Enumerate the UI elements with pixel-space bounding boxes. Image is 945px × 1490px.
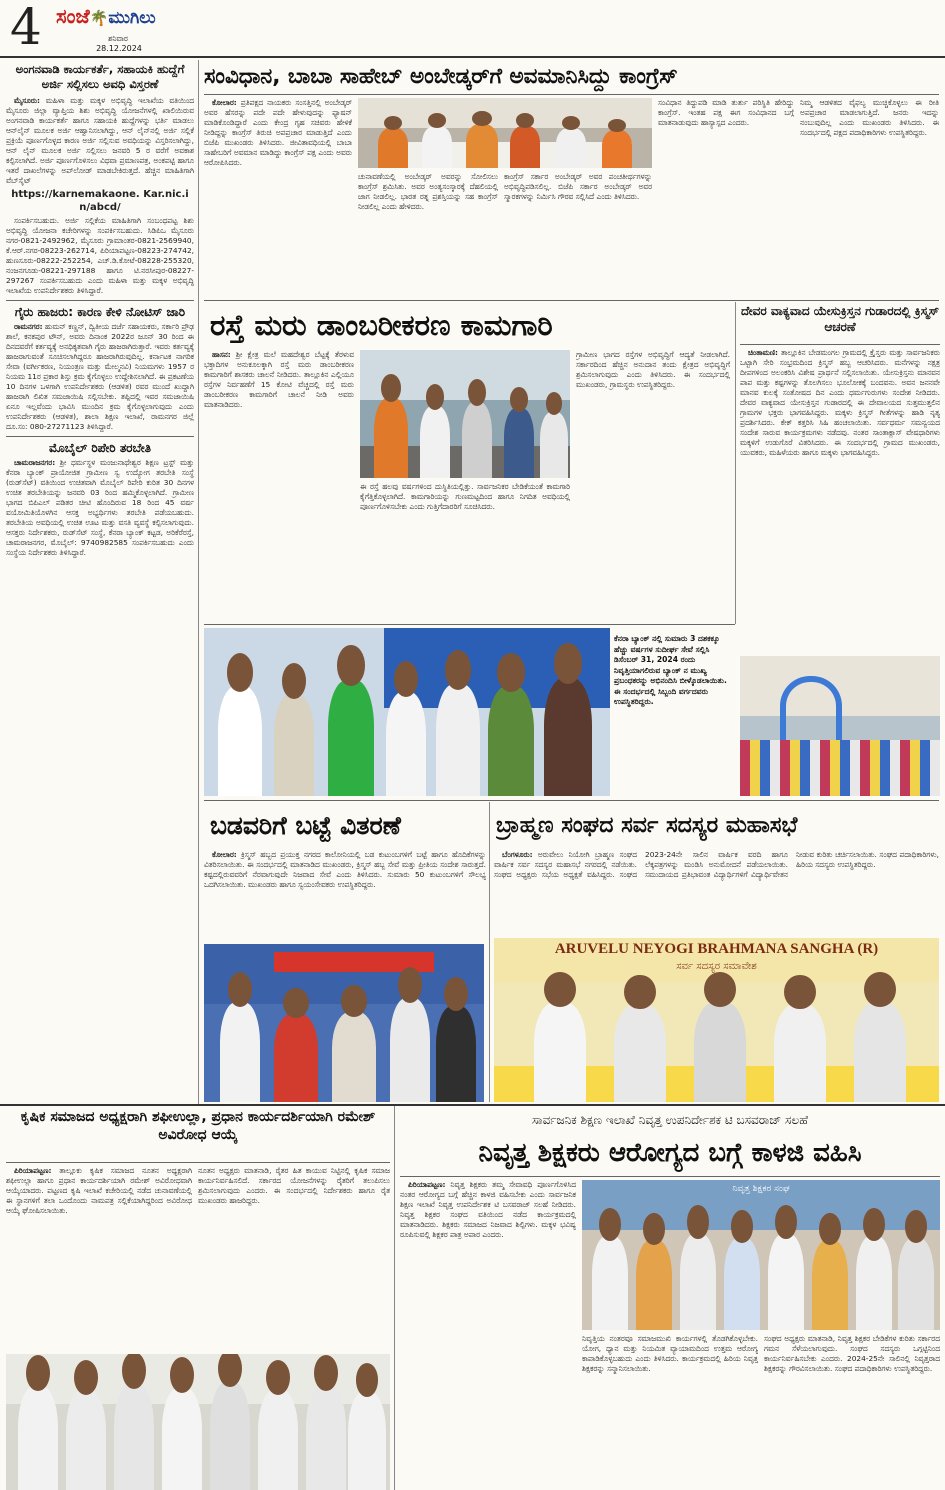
- road-photo: [360, 350, 570, 478]
- person-figure: [898, 1238, 934, 1330]
- teachers-col-3: ಸಂಘದ ಅಧ್ಯಕ್ಷರು ಮಾತನಾಡಿ, ನಿವೃತ್ತ ಶಿಕ್ಷಕರ ಬೇಡಿಕೆಗಳ ಕುರಿತು ಸರ್ಕಾರದ ಗಮನ ಸೆಳೆಯಲಾಗುವುದು. ಸಂಘದ ಸದಸ್ಯರು ಒಗ್ಗಟ್ಟಿನಿಂದ ಕಾರ್ಯನಿರ್ವಹಿಸಬೇಕು ಎಂದರು. 2024-25ನೇ ಸಾಲಿನಲ್ಲಿ ನಿವೃತ್ತರಾದ ಶಿಕ್ಷಕರನ್ನು ಗೌರವಿಸಲಾಯಿತು. ಸಂಘದ ಪದಾಧಿಕಾರಿಗಳು ಉಪಸ್ಥಿತರಿದ್ದರು.: [764, 1334, 940, 1373]
- article-notice-text: ಹುಮನ್ ಕಣ್ಣನ್, ದ್ವಿತೀಯ ದರ್ಜೆ ಸಹಾಯಕರು, ಸರ್ಕಾರಿ ಪ್ರೌಢ ಶಾಲೆ, ಕನಕಪುರ ಟೌನ್, ಅವರು ದಿನಾಂಕ 2022ರ ಜೂನ್ 30 ರಿಂದ ಈ ದಿನದವರೆಗೆ ಕರ್ತವ್ಯಕ್ಕೆ ಅನಧಿಕೃತವಾಗಿ ಗೈರು ಹಾಜರಾಗಿರುತ್ತಾರೆ. ಇವರು ಕರ್ತವ್ಯಕ್ಕೆ ಹಾಜರಾಗುವಂತೆ ಸೂಚಿಸಲಾಗಿದ್ದರೂ ಹಾಜರಾಗಿರುವುದಿಲ್ಲ. ಕರ್ನಾಟಕ ನಾಗರಿಕ ಸೇವಾ (ವರ್ಗೀಕರಣ, ನಿಯಂತ್ರಣ ಮತ್ತು ಮೇಲ್ಮನವಿ) ನಿಯಮಗಳು 1957 ರ ನಿಯಮ 11ರ ಪ್ರಕಾರ ಶಿಸ್ತು ಕ್ರಮ ಕೈಗೊಳ್ಳಲು ಉದ್ದೇಶಿಸಲಾಗಿದೆ. ಈ ಪ್ರಕಟಣೆಯ 10 ದಿನಗಳ ಒಳಗಾಗಿ ಉಪನಿರ್ದೇಶಕರು (ಆಡಳಿತ) ರವರ ಮುಂದೆ ಖುದ್ದಾಗಿ ಹಾಜರಾಗಿ ಲಿಖಿತ ಸಮಜಾಯಿಷಿ ಸಲ್ಲಿಸಬೇಕು. ತಪ್ಪಿದಲ್ಲಿ ಇವರ ಸಮಜಾಯಿಷಿ ಏನೂ ಇಲ್ಲವೆಂದು ಭಾವಿಸಿ ಮುಂದಿನ ಕ್ರಮ ಕೈಗೊಳ್ಳಲಾಗುವುದು ಎಂದು ಉಪನಿರ್ದೇಶಕರು (ಆಡಳಿತ), ಶಾಲಾ ಶಿಕ್ಷಣ ಇಲಾಖೆ, ರಾಮನಗರ ಜಿಲ್ಲೆ ದೂ.ಸಂ: 080-27271123 ತಿಳಿಸಿದ್ದಾರೆ.: [6, 322, 194, 431]
- krishika-col-1: [6, 1166, 192, 1350]
- road-col-1: [204, 350, 354, 622]
- lead-photo-table: [378, 142, 632, 168]
- teachers-dateline: ಪಿರಿಯಾಪಟ್ಟಣ:: [408, 1180, 446, 1189]
- person-figure: [374, 398, 408, 478]
- teachers-kicker: ಸಾರ್ವಜನಿಕ ಶಿಕ್ಷಣ ಇಲಾಖೆ ನಿವೃತ್ತ ಉಪನಿರ್ದೇಶಕ ಟಿ ಬಸವರಾಜ್ ಸಲಹೆ: [531, 1113, 808, 1127]
- person-figure: [420, 406, 450, 478]
- brahmana-banner-en: ARUVELU NEYOGI BRAHMANA SANGHA (R): [554, 941, 879, 957]
- left-column-rule: [198, 60, 199, 1105]
- masthead-date: 28.12.2024: [96, 44, 142, 53]
- person-figure: [332, 1012, 376, 1102]
- person-figure: [378, 128, 408, 168]
- christmas-arch: [780, 676, 842, 742]
- person-figure: [348, 1392, 386, 1490]
- brahmana-dateline: ಬೆಂಗಳೂರು:: [502, 850, 533, 859]
- person-figure: [544, 678, 592, 796]
- article-anganwadi-body: [6, 96, 194, 296]
- road-col-3: ಗ್ರಾಮೀಣ ಭಾಗದ ರಸ್ತೆಗಳ ಅಭಿವೃದ್ಧಿಗೆ ಆದ್ಯತೆ ನೀಡಲಾಗಿದೆ. ಸರ್ಕಾರದಿಂದ ಹೆಚ್ಚಿನ ಅನುದಾನ ತಂದು ಕ್ಷೇತ್ರದ ಅಭಿವೃದ್ಧಿಗೆ ಶ್ರಮಿಸಲಾಗುವುದು ಎಂದು ತಿಳಿಸಿದರು. ಈ ಸಂದರ್ಭದಲ್ಲಿ ಮುಖಂಡರು, ಗ್ರಾಮಸ್ಥರು ಉಪಸ್ಥಿತರಿದ್ದರು.: [576, 350, 730, 389]
- lead-headline-rule: [204, 94, 939, 95]
- teachers-headline: ನಿವೃತ್ತ ಶಿಕ್ಷಕರು ಆರೋಗ್ಯದ ಬಗ್ಗೆ ಕಾಳಜಿ ವಹಿಸಿ: [478, 1138, 862, 1168]
- brand-name: ಸಂಜೆ: [56, 4, 90, 28]
- person-figure: [258, 1390, 298, 1490]
- christmas-headline: ದೇವರ ವಾಕ್ಯವಾದ ಯೇಸುಕ್ರಿಸ್ತನ ಗುಡಾರದಲ್ಲಿ ಕ್ರಿಸ್ಮಸ್ ಆಚರಣೆ: [740, 304, 940, 334]
- masthead-rule: [0, 56, 945, 58]
- article-mobile-dateline: ಚಾಮರಾಜನಗರ:: [14, 458, 56, 467]
- lead-photo: [358, 98, 652, 168]
- left-column: [6, 62, 194, 1102]
- brahmana-banner-kn: ಸರ್ವ ಸದಸ್ಯರ ಸಮಾವೇಶ: [676, 961, 757, 972]
- person-figure: [66, 1390, 106, 1490]
- left-divider-1: [6, 300, 194, 301]
- person-figure: [220, 1002, 260, 1102]
- article-mobile-body: [6, 458, 194, 558]
- brahmana-photo: [494, 938, 939, 1102]
- christmas-body: [740, 348, 940, 648]
- person-figure: [306, 1386, 346, 1490]
- brahmana-text: ಅರುವೇಲು ನಿಯೋಗಿ ಬ್ರಾಹ್ಮಣ ಸಂಘದ ವಾರ್ಷಿಕ ಸರ್ವ ಸದಸ್ಯರ ಮಹಾಸಭೆ ನಗರದಲ್ಲಿ ನಡೆಯಿತು. ಸಂಘದ ಅಧ್ಯಕ್ಷರು ಸಭೆಯ ಅಧ್ಯಕ್ಷತೆ ವಹಿಸಿದ್ದರು. ಸಂಘದ 2023-24ನೇ ಸಾಲಿನ ವಾರ್ಷಿಕ ವರದಿ ಹಾಗೂ ಲೆಕ್ಕಪತ್ರಗಳನ್ನು ಮಂಡಿಸಿ ಅನುಮೋದನೆ ಪಡೆಯಲಾಯಿತು. ಸಮುದಾಯದ ಪ್ರತಿಭಾವಂತ ವಿದ್ಯಾರ್ಥಿಗಳಿಗೆ ವಿದ್ಯಾರ್ಥಿವೇತನ ನೀಡುವ ಕುರಿತು ಚರ್ಚಿಸಲಾಯಿತು. ಸಂಘದ ಪದಾಧಿಕಾರಿಗಳು, ಹಿರಿಯ ಸದಸ್ಯರು ಉಪಸ್ಥಿತರಿದ್ದರು.: [494, 850, 939, 879]
- person-figure: [592, 1236, 628, 1330]
- person-figure: [18, 1386, 58, 1490]
- krishika-headline-rule: [6, 1162, 390, 1163]
- road-headline: ರಸ್ತೆ ಮರು ಡಾಂಬರೀಕರಣ ಕಾಮಗಾರಿ: [210, 308, 553, 342]
- lead-col-3: ಕಾಂಗ್ರೆಸ್ ಸರ್ಕಾರ ಅಂಬೇಡ್ಕರ್ ಅವರ ಪಂಚತೀರ್ಥಗಳನ್ನು ಅಭಿವೃದ್ಧಿಪಡಿಸಲಿಲ್ಲ. ಬಿಜೆಪಿ ಸರ್ಕಾರ ಅಂಬೇಡ್ಕರ್ ಅವರ ಸ್ಮಾರಕಗಳನ್ನು ನಿರ್ಮಿಸಿ ಗೌರವ ಸಲ್ಲಿಸಿದೆ ಎಂದು ತಿಳಿಸಿದರು.: [504, 172, 652, 201]
- blanket-right-rule: [489, 802, 490, 1102]
- teachers-photo-backdrop: [582, 1180, 940, 1230]
- person-figure: [534, 1002, 586, 1102]
- person-figure: [274, 694, 314, 796]
- lead-col-5: ನಿಮ್ಮ ಆಡಳಿತದ ವೈಫಲ್ಯ ಮುಚ್ಚಿಕೊಳ್ಳಲು ಈ ರೀತಿ ಅಪಪ್ರಚಾರ ಮಾಡಲಾಗುತ್ತಿದೆ. ಜನರು ಇದನ್ನು ನಂಬುವುದಿಲ್ಲ ಎಂದು ಮುಖಂಡರು ತಿಳಿಸಿದರು. ಈ ಸಂದರ್ಭದಲ್ಲಿ ಪಕ್ಷದ ಪದಾಧಿಕಾರಿಗಳು ಉಪಸ್ಥಿತರಿದ್ದರು.: [800, 98, 939, 137]
- lead-dateline: ಕೋಲಾರ:: [212, 98, 237, 107]
- teachers-col-1-text: ನಿವೃತ್ತ ಶಿಕ್ಷಕರು ತಮ್ಮ ಸೇವಾವಧಿ ಪೂರ್ಣಗೊಳಿಸಿದ ನಂತರ ಆರೋಗ್ಯದ ಬಗ್ಗೆ ಹೆಚ್ಚಿನ ಕಾಳಜಿ ವಹಿಸಬೇಕು ಎಂದು ಸಾರ್ವಜನಿಕ ಶಿಕ್ಷಣ ಇಲಾಖೆ ನಿವೃತ್ತ ಉಪನಿರ್ದೇಶಕ ಟಿ ಬಸವರಾಜ್ ಸಲಹೆ ನೀಡಿದರು. ನಿವೃತ್ತ ಶಿಕ್ಷಕರ ಸಂಘದ ವತಿಯಿಂದ ನಡೆದ ಕಾರ್ಯಕ್ರಮದಲ್ಲಿ ಮಾತನಾಡಿದರು. ಶಿಕ್ಷಕರು ಸಮಾಜದ ನಿಜವಾದ ಶಿಲ್ಪಿಗಳು. ಮಕ್ಕಳ ಭವಿಷ್ಯ ರೂಪಿಸುವಲ್ಲಿ ಶಿಕ್ಷಕರ ಪಾತ್ರ ಅಪಾರ ಎಂದರು.: [400, 1180, 576, 1239]
- masthead: [0, 0, 945, 56]
- brahmana-body: [494, 850, 939, 932]
- canara-top-rule: [204, 624, 735, 625]
- lead-bottom-rule: [204, 300, 939, 301]
- person-figure: [724, 1238, 760, 1330]
- person-figure: [854, 1002, 906, 1102]
- person-figure: [390, 998, 430, 1102]
- person-figure: [210, 1382, 250, 1490]
- article-notice-dateline: ರಾಮನಗರ:: [14, 322, 43, 331]
- article-anganwadi-url: https://karnemakaone. Kar.nic.in/abcd/: [11, 189, 189, 213]
- krishika-headline: ಕೃಷಿಕ ಸಮಾಜದ ಅಧ್ಯಕ್ಷರಾಗಿ ಶಫೀಉಲ್ಲಾ, ಪ್ರಧಾನ ಕಾರ್ಯದರ್ಶಿಯಾಗಿ ರಮೇಶ್ ಅವಿರೋಧ ಆಯ್ಕೆ: [20, 1109, 376, 1143]
- christmas-dateline: ಚಿಂತಾಮಣಿ:: [748, 348, 778, 357]
- lead-col-1: [204, 98, 352, 298]
- teachers-headline-rule: [400, 1176, 940, 1177]
- christmas-headline-rule: [740, 344, 940, 345]
- person-figure: [422, 126, 452, 168]
- person-figure: [636, 1240, 672, 1330]
- lead-col-4: ಸಂವಿಧಾನ ತಿದ್ದುಪಡಿ ಮಾಡಿ ತುರ್ತು ಪರಿಸ್ಥಿತಿ ಹೇರಿದ್ದು ಕಾಂಗ್ರೆಸ್. ಇಂತಹ ಪಕ್ಷ ಈಗ ಸಂವಿಧಾನದ ಬಗ್ಗೆ ಮಾತನಾಡುವುದು ಹಾಸ್ಯಾಸ್ಪದ ಎಂದರು.: [658, 98, 794, 127]
- brand-name-second: ಮುಗಿಲು: [108, 8, 156, 28]
- christmas-crowd: [740, 740, 940, 796]
- krishika-col-1-text: ತಾಲ್ಲೂಕು ಕೃಷಿಕ ಸಮಾಜದ ನೂತನ ಅಧ್ಯಕ್ಷರಾಗಿ ಶಫೀಉಲ್ಲಾ ಹಾಗೂ ಪ್ರಧಾನ ಕಾರ್ಯದರ್ಶಿಯಾಗಿ ರಮೇಶ್ ಅವಿರೋಧವಾಗಿ ಆಯ್ಕೆಯಾದರು. ಪಟ್ಟಣದ ಕೃಷಿ ಇಲಾಖೆ ಕಚೇರಿಯಲ್ಲಿ ನಡೆದ ಚುನಾವಣೆಯಲ್ಲಿ ಈ ಸ್ಥಾನಗಳಿಗೆ ತಲಾ ಒಂದೊಂದು ನಾಮಪತ್ರ ಸಲ್ಲಿಕೆಯಾಗಿದ್ದರಿಂದ ಅವಿರೋಧ ಆಯ್ಕೆ ಘೋಷಿಸಲಾಯಿತು.: [6, 1166, 192, 1215]
- road-col-1-text: ಶ್ರೀ ಕ್ಷೇತ್ರ ಮಲೆ ಮಹದೇಶ್ವರ ಬೆಟ್ಟಕ್ಕೆ ತೆರಳುವ ಭಕ್ತಾದಿಗಳ ಅನುಕೂಲಕ್ಕಾಗಿ ರಸ್ತೆ ಮರು ಡಾಂಬರೀಕರಣ ಕಾಮಗಾರಿಗೆ ಶಾಸಕರು ಚಾಲನೆ ನೀಡಿದರು. ತಾಲ್ಲೂಕಿನ ಎಲ್ಲಿಯೂ ರಸ್ತೆಗಳ ನಿರ್ವಹಣೆಗೆ 15 ಕೋಟಿ ವೆಚ್ಚದಲ್ಲಿ ರಸ್ತೆ ಮರು ಡಾಂಬರೀಕರಣ ಕಾಮಗಾರಿಗೆ ಚಾಲನೆ ನೀಡಿ ಅವರು ಮಾತನಾಡಿದರು.: [204, 350, 354, 409]
- krishika-right-rule: [394, 1106, 395, 1490]
- person-figure: [812, 1240, 848, 1330]
- article-anganwadi-text: ಮಹಿಳಾ ಮತ್ತು ಮಕ್ಕಳ ಅಭಿವೃದ್ಧಿ ಇಲಾಖೆಯ ವತಿಯಿಂದ ಮೈಸೂರು ಜಿಲ್ಲಾ ವ್ಯಾಪ್ತಿಯ ಶಿಶು ಅಭಿವೃದ್ಧಿ ಯೋಜನೆಗಳಲ್ಲಿ ಖಾಲಿಯಿರುವ ಅಂಗನವಾಡಿ ಕಾರ್ಯಕರ್ತೆ ಹಾಗೂ ಸಹಾಯಕಿ ಹುದ್ದೆಗಳನ್ನು ಭರ್ತಿ ಮಾಡಲು ಆನ್‌ಲೈನ್ ಮೂಲಕ ಅರ್ಜಿ ಆಹ್ವಾನಿಸಲಾಗಿದ್ದು, ಆನ್ ಲೈನ್‌ನಲ್ಲಿ ಅರ್ಜಿ ಸಲ್ಲಿಕೆ ಪ್ರಕ್ರಿಯೆ ಪೂರ್ಣಗೊಳ್ಳದ ಕಾರಣ ಅರ್ಜಿ ಸಲ್ಲಿಸುವ ಅವಧಿಯನ್ನು ವಿಸ್ತರಿಸಲಾಗಿದ್ದು, ಆನ್ ಲೈನ್ ಮೂಲಕ ಅರ್ಜಿ ಸಲ್ಲಿಸಲು ಜನವರಿ 5 ರ ವರೆಗೆ ಅವಕಾಶ ಕಲ್ಪಿಸಲಾಗಿದೆ. ಅರ್ಜಿ ಪೂರ್ಣಗೊಳಿಸಲು ವಿಧವಾ ಪ್ರಮಾಣಪತ್ರ, ಅಂಕಪಟ್ಟಿ ಹಾಗೂ ಇತರೆ ದಾಖಲೆಗಳನ್ನು ಅಪ್‌ಲೋಡ್ ಮಾಡಬೇಕಿರುತ್ತದೆ. ಹೆಚ್ಚಿನ ಮಾಹಿತಿಗಾಗಿ ವೆಬ್‌ಸೈಟ್: [6, 96, 194, 185]
- person-figure: [774, 1004, 826, 1102]
- left-divider-2: [6, 436, 194, 437]
- masthead-day: ಶನಿವಾರ: [108, 34, 128, 43]
- person-figure: [556, 128, 586, 168]
- lead-headline: ಸಂವಿಧಾನ, ಬಾಬಾ ಸಾಹೇಬ್ ಅಂಬೇಡ್ಕರ್‌ಗೆ ಅವಮಾನಿಸಿದ್ದು ಕಾಂಗ್ರೆಸ್: [204, 64, 678, 89]
- person-figure: [768, 1234, 804, 1330]
- person-figure: [436, 1006, 476, 1102]
- teachers-photo-banner: ನಿವೃತ್ತ ಶಿಕ್ಷಕರ ಸಂಘ: [732, 1184, 790, 1194]
- person-figure: [504, 408, 534, 478]
- person-figure: [488, 686, 534, 796]
- article-mobile-headline: ಮೊಬೈಲ್ ರಿಪೇರಿ ತರಬೇತಿ: [48, 441, 152, 455]
- article-mobile-text: ಶ್ರೀ ಧರ್ಮಸ್ಥಳ ಮಂಜುನಾಥೇಶ್ವರ ಶಿಕ್ಷಣ ಟ್ರಸ್ಟ್ ಮತ್ತು ಕೆನರಾ ಬ್ಯಾಂಕ್ ಪ್ರಾಯೋಜಿತ ಗ್ರಾಮೀಣ ಸ್ವ ಉದ್ಯೋಗ ತರಬೇತಿ ಸಂಸ್ಥೆ (ರುಡ್‌ಸೆಟ್) ವತಿಯಿಂದ ಉಚಿತವಾಗಿ ಮೊಬೈಲ್ ರಿಪೇರಿ ಕುರಿತ 30 ದಿನಗಳ ಉಚಿತ ತರಬೇತಿಯನ್ನು ಜನವರಿ 03 ರಿಂದ ಹಮ್ಮಿಕೊಳ್ಳಲಾಗಿದೆ. ಗ್ರಾಮೀಣ ಭಾಗದ ಬಿಪಿಎಲ್ ಪಡಿತರ ಚೀಟಿ ಹೊಂದಿರುವ 18 ರಿಂದ 45 ವರ್ಷ ವಯೋಮಿತಿಯೊಳಗಿನ ಆಸಕ್ತ ಅಭ್ಯರ್ಥಿಗಳು ತರಬೇತಿ ಪಡೆಯಬಹುದು. ತರಬೇತಿಯ ಅವಧಿಯಲ್ಲಿ ಉಚಿತ ಊಟ ಮತ್ತು ವಸತಿ ವ್ಯವಸ್ಥೆ ಕಲ್ಪಿಸಲಾಗುವುದು. ಆಸಕ್ತರು ನಿರ್ದೇಶಕರು, ರುಡ್‌ಸೆಟ್ ಸಂಸ್ಥೆ, ಕೆನರಾ ಬ್ಯಾಂಕ್ ಕಟ್ಟಡ, ಅರಿಕೆರೆರಸ್ತೆ, ಚಾಮರಾಜನಗರ, ಮೊಬೈಲ್: 9740982585 ಸಂಪರ್ಕಿಸಬಹುದು ಎಂದು ಸಂಸ್ಥೆಯ ನಿರ್ದೇಶಕರು ತಿಳಿಸಿದ್ದಾರೆ.: [6, 458, 194, 557]
- teachers-photo: [582, 1180, 940, 1330]
- blanket-photo: [204, 944, 484, 1102]
- canara-photo: [204, 628, 610, 796]
- canara-caption: ಕೆನರಾ ಬ್ಯಾಂಕ್ ನಲ್ಲಿ ಸುಮಾರು 3 ದಶಕಕ್ಕೂ ಹೆಚ್ಚು ವರ್ಷಗಳ ಸುದೀರ್ಘ ಸೇವೆ ಸಲ್ಲಿಸಿ ಡಿಸೆಂಬರ್ 31, 2024 ರಂದು ನಿವೃತ್ತಿಯಾಗಲಿರುವ ಬ್ಯಾಂಕ್ ನ ಮುಖ್ಯ ಪ್ರಬಂಧಕರನ್ನು ಅಭಿನಂದಿಸಿ ಬೀಳ್ಕೊಡಲಾಯಿತು. ಈ ಸಂದರ್ಭದಲ್ಲಿ ಸಿಬ್ಬಂದಿ ವರ್ಗದವರು ಉಪಸ್ಥಿತರಿದ್ದರು.: [614, 634, 727, 706]
- person-figure: [856, 1236, 892, 1330]
- person-figure: [694, 1002, 746, 1102]
- article-notice-headline: ಗೈರು ಹಾಜರು: ಕಾರಣ ಕೇಳಿ ನೋಟಿಸ್ ಜಾರಿ: [14, 305, 186, 319]
- brahmana-headline: ಬ್ರಾಹ್ಮಣ ಸಂಘದ ಸರ್ವ ಸದಸ್ಯರ ಮಹಾಸಭೆ: [496, 813, 798, 838]
- person-figure: [114, 1384, 154, 1490]
- article-anganwadi-text-2: ಸಂಪರ್ಕಿಸಬಹುದು. ಅರ್ಜಿ ಸಲ್ಲಿಕೆಯ ಮಾಹಿತಿಗಾಗಿ ಸಂಬಂಧಪಟ್ಟ ಶಿಶು ಅಭಿವೃದ್ಧಿ ಯೋಜನಾ ಕಚೇರಿಗಳನ್ನು ಸಂಪರ್ಕಿಸಬಹುದು. ಸಿಡಿಪಿಒ ಮೈಸೂರು ನಗರ-0821-2492962, ಮೈಸೂರು ಗ್ರಾಮಾಂತರ-0821-2569940, ಕೆ.ಆರ್.ನಗರ-08223-262714, ಪಿರಿಯಾಪಟ್ಟಣ-08223-274742, ಹುಣಸೂರು-08222-252254, ಎಚ್.ಡಿ.ಕೋಟೆ-08228-255320, ನಂಜನಗೂಡು-08221-297188 ಹಾಗೂ ಟಿ.ನರಸೀಪುರ-08227-297267 ಸಂಪರ್ಕಿಸಬಹುದು ಎಂದು ಮಹಿಳಾ ಮತ್ತು ಮಕ್ಕಳ ಅಭಿವೃದ್ಧಿ ಇಲಾಖೆಯ ಉಪನಿರ್ದೇಶಕರು ತಿಳಿಸಿದ್ದಾರೆ.: [6, 216, 194, 295]
- person-figure: [466, 124, 498, 168]
- person-figure: [274, 1014, 318, 1102]
- person-figure: [614, 1004, 666, 1102]
- article-anganwadi-headline: ಅಂಗನವಾಡಿ ಕಾರ್ಯಕರ್ತೆ, ಸಹಾಯಕಿ ಹುದ್ದೆಗೆ ಅರ್ಜಿ ಸಲ್ಲಿಸಲು ಅವಧಿ ವಿಸ್ತರಣೆ: [15, 62, 185, 91]
- page-number: 4: [10, 0, 42, 54]
- person-figure: [436, 684, 480, 796]
- krishika-photo: [6, 1354, 390, 1490]
- canara-bottom-rule: [204, 800, 939, 801]
- person-figure: [328, 680, 374, 796]
- person-figure: [602, 130, 632, 168]
- teachers-col-2: ನಿವೃತ್ತಿಯ ನಂತರವೂ ಸಮಾಜಮುಖಿ ಕಾರ್ಯಗಳಲ್ಲಿ ತೊಡಗಿಕೊಳ್ಳಬೇಕು. ಯೋಗ, ಧ್ಯಾನ ಮತ್ತು ನಿಯಮಿತ ವ್ಯಾಯಾಮದಿಂದ ಉತ್ತಮ ಆರೋಗ್ಯ ಕಾಪಾಡಿಕೊಳ್ಳಬಹುದು ಎಂದು ತಿಳಿಸಿದರು. ಕಾರ್ಯಕ್ರಮದಲ್ಲಿ ಹಿರಿಯ ನಿವೃತ್ತ ಶಿಕ್ಷಕರನ್ನು ಸನ್ಮಾನಿಸಲಾಯಿತು.: [582, 1334, 758, 1373]
- article-notice-body: [6, 322, 194, 432]
- lead-col-2: ಚುನಾವಣೆಯಲ್ಲಿ ಅಂಬೇಡ್ಕರ್ ಅವರನ್ನು ಸೋಲಿಸಲು ಕಾಂಗ್ರೆಸ್ ಶ್ರಮಿಸಿತು. ಅವರ ಅಂತ್ಯಸಂಸ್ಕಾರಕ್ಕೆ ದೆಹಲಿಯಲ್ಲಿ ಜಾಗ ನೀಡಲಿಲ್ಲ. ಭಾರತ ರತ್ನ ಪ್ರಶಸ್ತಿಯನ್ನು ಸಹ ಕಾಂಗ್ರೆಸ್ ನೀಡಲಿಲ್ಲ ಎಂದು ಹೇಳಿದರು.: [358, 172, 498, 211]
- blanket-body: [204, 850, 486, 940]
- lower-section-rule: [0, 1104, 945, 1106]
- road-col-2: ಈ ರಸ್ತೆ ಹಲವು ವರ್ಷಗಳಿಂದ ದುಸ್ಥಿತಿಯಲ್ಲಿತ್ತು. ಸಾರ್ವಜನಿಕರ ಬೇಡಿಕೆಯಂತೆ ಕಾಮಗಾರಿ ಕೈಗೆತ್ತಿಕೊಳ್ಳಲಾಗಿದೆ. ಕಾಮಗಾರಿಯನ್ನು ಗುಣಮಟ್ಟದಿಂದ ಹಾಗೂ ನಿಗದಿತ ಅವಧಿಯಲ್ಲಿ ಪೂರ್ಣಗೊಳಿಸಬೇಕು ಎಂದು ಗುತ್ತಿಗೆದಾರರಿಗೆ ಸೂಚಿಸಿದರು.: [360, 482, 570, 511]
- krishika-dateline: ಪಿರಿಯಾಪಟ್ಟಣ:: [14, 1166, 52, 1175]
- road-dateline: ಹಾಸನ:: [212, 350, 231, 359]
- person-figure: [462, 402, 492, 478]
- person-figure: [540, 412, 568, 478]
- teachers-col-1: [400, 1180, 576, 1486]
- blanket-dateline: ಕೋಲಾರ:: [212, 850, 237, 859]
- road-right-rule: [735, 302, 736, 624]
- blanket-text: ಕ್ರಿಸ್ಮಸ್ ಹಬ್ಬದ ಪ್ರಯುಕ್ತ ನಗರದ ಕಾಲೋನಿಯಲ್ಲಿ ಬಡ ಕುಟುಂಬಗಳಿಗೆ ಬಟ್ಟೆ ಹಾಗೂ ಹೊದಿಕೆಗಳನ್ನು ವಿತರಿಸಲಾಯಿತು. ಈ ಸಂದರ್ಭದಲ್ಲಿ ಮಾತನಾಡಿದ ಮುಖಂಡರು, ಕ್ರಿಸ್ಮಸ್ ಹಬ್ಬ ಸೇವೆ ಮತ್ತು ಪ್ರೀತಿಯ ಸಂದೇಶ ಸಾರುತ್ತದೆ. ಕಷ್ಟದಲ್ಲಿರುವವರಿಗೆ ನೆರವಾಗುವುದೇ ನಿಜವಾದ ಸೇವೆ ಎಂದು ತಿಳಿಸಿದರು. ಸುಮಾರು 50 ಕುಟುಂಬಗಳಿಗೆ ಸೌಲಭ್ಯ ಒದಗಿಸಲಾಯಿತು. ಮುಖಂಡರು ಹಾಗೂ ಸ್ವಯಂಸೇವಕರು ಉಪಸ್ಥಿತರಿದ್ದರು.: [204, 850, 486, 889]
- christmas-text: ತಾಲ್ಲೂಕಿನ ಬೇಡಮಂಗಲ ಗ್ರಾಮದಲ್ಲಿ ಕ್ರೈಸ್ತರು ಮತ್ತು ಸಾರ್ವಜನಿಕರು ಒಟ್ಟಾಗಿ ಸೇರಿ ಸಂಭ್ರಮದಿಂದ ಕ್ರಿಸ್ಮಸ್ ಹಬ್ಬ ಆಚರಿಸಿದರು. ಮನೆಗಳನ್ನು ನಕ್ಷತ್ರ ದೀಪಗಳಿಂದ ಅಲಂಕರಿಸಿ ವಿಶೇಷ ಪ್ರಾರ್ಥನೆ ಸಲ್ಲಿಸಲಾಯಿತು. ಯೇಸುಕ್ರಿಸ್ತನು ಮಾನವನ ಪಾಪ ಮತ್ತು ಕಷ್ಟಗಳನ್ನು ತೊಲಗಿಸಲು ಭೂಲೋಕಕ್ಕೆ ಬಂದವನು. ಅವನ ಜನನವೇ ಮಾನವ ಕುಲಕ್ಕೆ ಸಂತೋಷದ ದಿನ ಎಂದು ಧರ್ಮಗುರುಗಳು ಸಂದೇಶ ನೀಡಿದರು. ದೇವರ ವಾಕ್ಯವಾದ ಯೇಸುಕ್ರಿಸ್ತನ ಗುಡಾರದಲ್ಲಿ ಈ ದೇವಾಲಯದ ಸುತ್ತಮುತ್ತಲಿನ ಗ್ರಾಮಗಳ ಭಕ್ತರು ಭಾಗವಹಿಸಿದ್ದರು. ಮಕ್ಕಳು ಕ್ರಿಸ್ಮಸ್ ಗೀತೆಗಳನ್ನು ಹಾಡಿ ನೃತ್ಯ ಪ್ರದರ್ಶಿಸಿದರು. ಕೇಕ್ ಕತ್ತರಿಸಿ ಸಿಹಿ ಹಂಚಲಾಯಿತು. ಸರ್ವಧರ್ಮ ಸಮನ್ವಯದ ಸಂದೇಶ ಸಾರುವ ಕಾರ್ಯಕ್ರಮಗಳು ನಡೆದವು. ನಂತರ ಸಾಂತಾಕ್ಲಾಸ್ ವೇಷಧಾರಿಗಳು ಮಕ್ಕಳಿಗೆ ಉಡುಗೊರೆ ವಿತರಿಸಿದರು. ಈ ಸಂದರ್ಭದಲ್ಲಿ ಗ್ರಾಮದ ಮುಖಂಡರು, ಯುವಕರು, ಮಹಿಳೆಯರು ಹಾಗೂ ಮಕ್ಕಳು ಭಾಗವಹಿಸಿದ್ದರು.: [740, 348, 940, 457]
- article-anganwadi-dateline: ಮೈಸೂರು:: [14, 96, 40, 105]
- christmas-photo: [740, 656, 940, 796]
- person-figure: [386, 692, 426, 796]
- krishika-col-2: ನೂತನ ಅಧ್ಯಕ್ಷರು ಮಾತನಾಡಿ, ರೈತರ ಹಿತ ಕಾಯುವ ನಿಟ್ಟಿನಲ್ಲಿ ಕೃಷಿಕ ಸಮಾಜ ಕಾರ್ಯನಿರ್ವಹಿಸಲಿದೆ. ಸರ್ಕಾರದ ಯೋಜನೆಗಳನ್ನು ರೈತರಿಗೆ ತಲುಪಿಸಲು ಶ್ರಮಿಸಲಾಗುವುದು ಎಂದರು. ಈ ಸಂದರ್ಭದಲ್ಲಿ ನಿರ್ದೇಶಕರು ಹಾಗೂ ರೈತ ಮುಖಂಡರು ಹಾಜರಿದ್ದರು.: [198, 1166, 390, 1205]
- person-figure: [510, 126, 540, 168]
- blanket-headline: ಬಡವರಿಗೆ ಬಟ್ಟೆ ವಿತರಣೆ: [210, 811, 401, 840]
- palm-icon: 🌴: [89, 9, 109, 27]
- person-figure: [218, 686, 262, 796]
- person-figure: [162, 1388, 202, 1490]
- masthead-logo: [56, 4, 176, 34]
- person-figure: [680, 1234, 716, 1330]
- lead-col-1-text: ಪ್ರತಿಪಕ್ಷದ ನಾಯಕರು ಸಂಸತ್ತಿನಲ್ಲಿ ಅಂಬೇಡ್ಕರ್ ಅವರ ಹೆಸರನ್ನು ಪದೇ ಪದೇ ಹೇಳುವುದನ್ನು ಫ್ಯಾಷನ್ ಮಾಡಿಕೊಂಡಿದ್ದಾರೆ ಎಂದು ಕೇಂದ್ರ ಗೃಹ ಸಚಿವರು ಹೇಳಿಕೆ ನೀಡಿದ್ದನ್ನು ಕಾಂಗ್ರೆಸ್ ತಿರುಚಿ ಅಪಪ್ರಚಾರ ಮಾಡುತ್ತಿದೆ ಎಂದು ಬಿಜೆಪಿ ಮುಖಂಡರು ತಿಳಿಸಿದರು. ಜೀವಿತಾವಧಿಯಲ್ಲಿ ಬಾಬಾ ಸಾಹೇಬರಿಗೆ ಅವಮಾನ ಮಾಡಿದ್ದು ಕಾಂಗ್ರೆಸ್ ಪಕ್ಷ ಎಂದು ಅವರು ಆರೋಪಿಸಿದರು.: [204, 98, 352, 167]
